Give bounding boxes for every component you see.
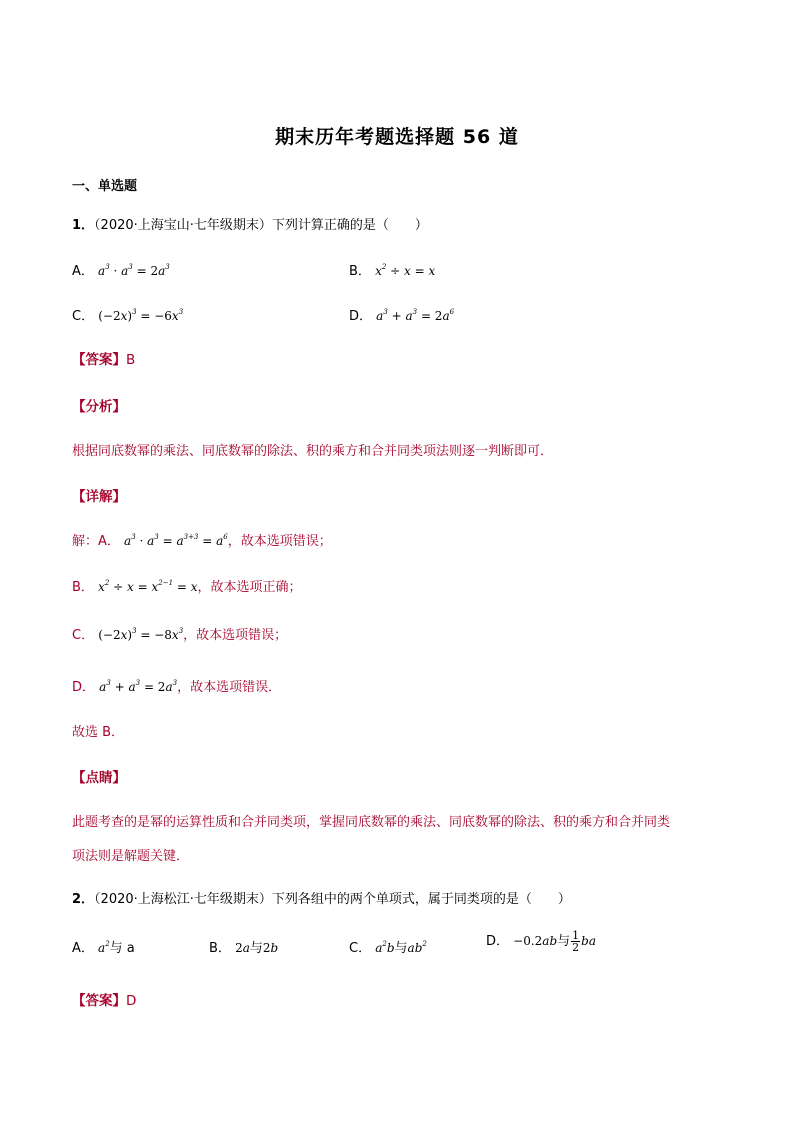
question-2-stem [72,888,571,907]
q2-option-c-text: 与 [394,941,408,956]
conclusion-text: 故选 B． [72,725,125,740]
fraction-one-half: $\frac{1}{2}$ [572,929,580,954]
detail-c-tail: ，故本选项错误； [183,628,288,643]
detail-a-tail: ，故本选项错误； [227,534,332,549]
question-number: 1． [72,218,95,233]
detail-c-formula: $(-2x)^3 = -8x^3$ [98,627,184,642]
detail-b-formula: $x^2 \div x = x^{2-1} = x$ [98,579,198,594]
option-label: B． [209,941,231,956]
option-label: C． [349,941,372,956]
q2-option-d-left: −0.2ab [513,934,558,948]
detail-d [72,676,281,695]
answer-row [72,348,135,368]
detail-d-formula: $a^3 + a^3 = 2a^3$ [99,679,178,694]
detail-tag: 【详解】 [72,489,126,505]
analysis-tag: 【分析】 [72,399,126,415]
q2-option-c-left: $a^2b$ [375,940,395,955]
q2-option-b [209,937,278,956]
detail-b [72,576,302,595]
option-label: B． [349,264,371,279]
option-c-formula: $(-2x)^3 = -6x^3$ [98,308,184,323]
answer-row-q2 [72,989,136,1009]
option-label: A． [72,941,94,956]
q2-option-d-right: ba [581,934,596,948]
detail-label: B． [72,580,94,595]
option-a [72,260,170,279]
option-label: D． [349,309,373,324]
detail-b-tail: ，故本选项正确； [197,580,302,595]
answer-tag: 【答案】 [72,352,126,368]
detail-c [72,624,287,643]
option-a-formula: $a^3 \cdot a^3 = 2a^3$ [98,263,170,278]
q2-option-d [486,930,596,953]
q2-option-b-right: 2b [262,941,279,955]
detail-label: D． [72,680,96,695]
option-b [349,260,435,279]
q2-option-c [349,937,427,956]
comment-line-1: 此题考查的是幂的运算性质和合并同类项，掌握同底数幂的乘法、同底数幂的除法、积的乘方和合并同类 [72,815,671,830]
comment-line-2: 项法则是解题关键． [72,849,190,864]
option-d-formula: $a^3 + a^3 = 2a^6$ [376,308,455,323]
section-heading: 一、单选题 [72,179,138,194]
q2-option-b-left: 2a [235,941,250,955]
question-number: 2． [72,892,95,907]
question-source: （2020·上海松江·七年级期末） [94,892,272,907]
question-1-stem [72,214,428,233]
document-title: 期末历年考题选择题 56 道 [275,126,519,148]
q2-option-b-text: 与 [249,941,263,956]
q2-option-a-text: 与 a [109,941,135,956]
detail-a-formula: $a^3 \cdot a^3 = a^{3+3} = a^6$ [124,533,228,548]
analysis-text: 根据同底数幂的乘法、同底数幂的除法、积的乘方和合并同类项法则逐一判断即可． [72,444,554,459]
q2-option-a-formula: $a^2$ [98,940,110,955]
option-d [349,305,454,324]
detail-a [72,530,332,549]
option-c [72,305,183,324]
q2-option-a [72,937,135,956]
question-source: （2020·上海宝山·七年级期末） [94,218,272,233]
question-text: 下列计算正确的是（ ） [271,218,428,233]
option-b-formula: $x^2 \div x = x$ [375,263,436,278]
option-label: A． [72,264,94,279]
answer-value: B [126,352,136,368]
option-label: C． [72,309,95,324]
comment-tag: 【点睛】 [72,770,126,786]
q2-option-d-text: 与 [557,934,571,949]
q2-option-c-right: $ab^2$ [407,940,427,955]
option-label: D． [486,934,510,949]
question-text: 下列各组中的两个单项式，属于同类项的是（ ） [271,892,571,907]
answer-value: D [126,993,137,1009]
detail-d-tail: ，故本选项错误． [177,680,282,695]
detail-label: C． [72,628,95,643]
detail-label: 解：A． [72,534,120,549]
answer-tag: 【答案】 [72,993,126,1009]
